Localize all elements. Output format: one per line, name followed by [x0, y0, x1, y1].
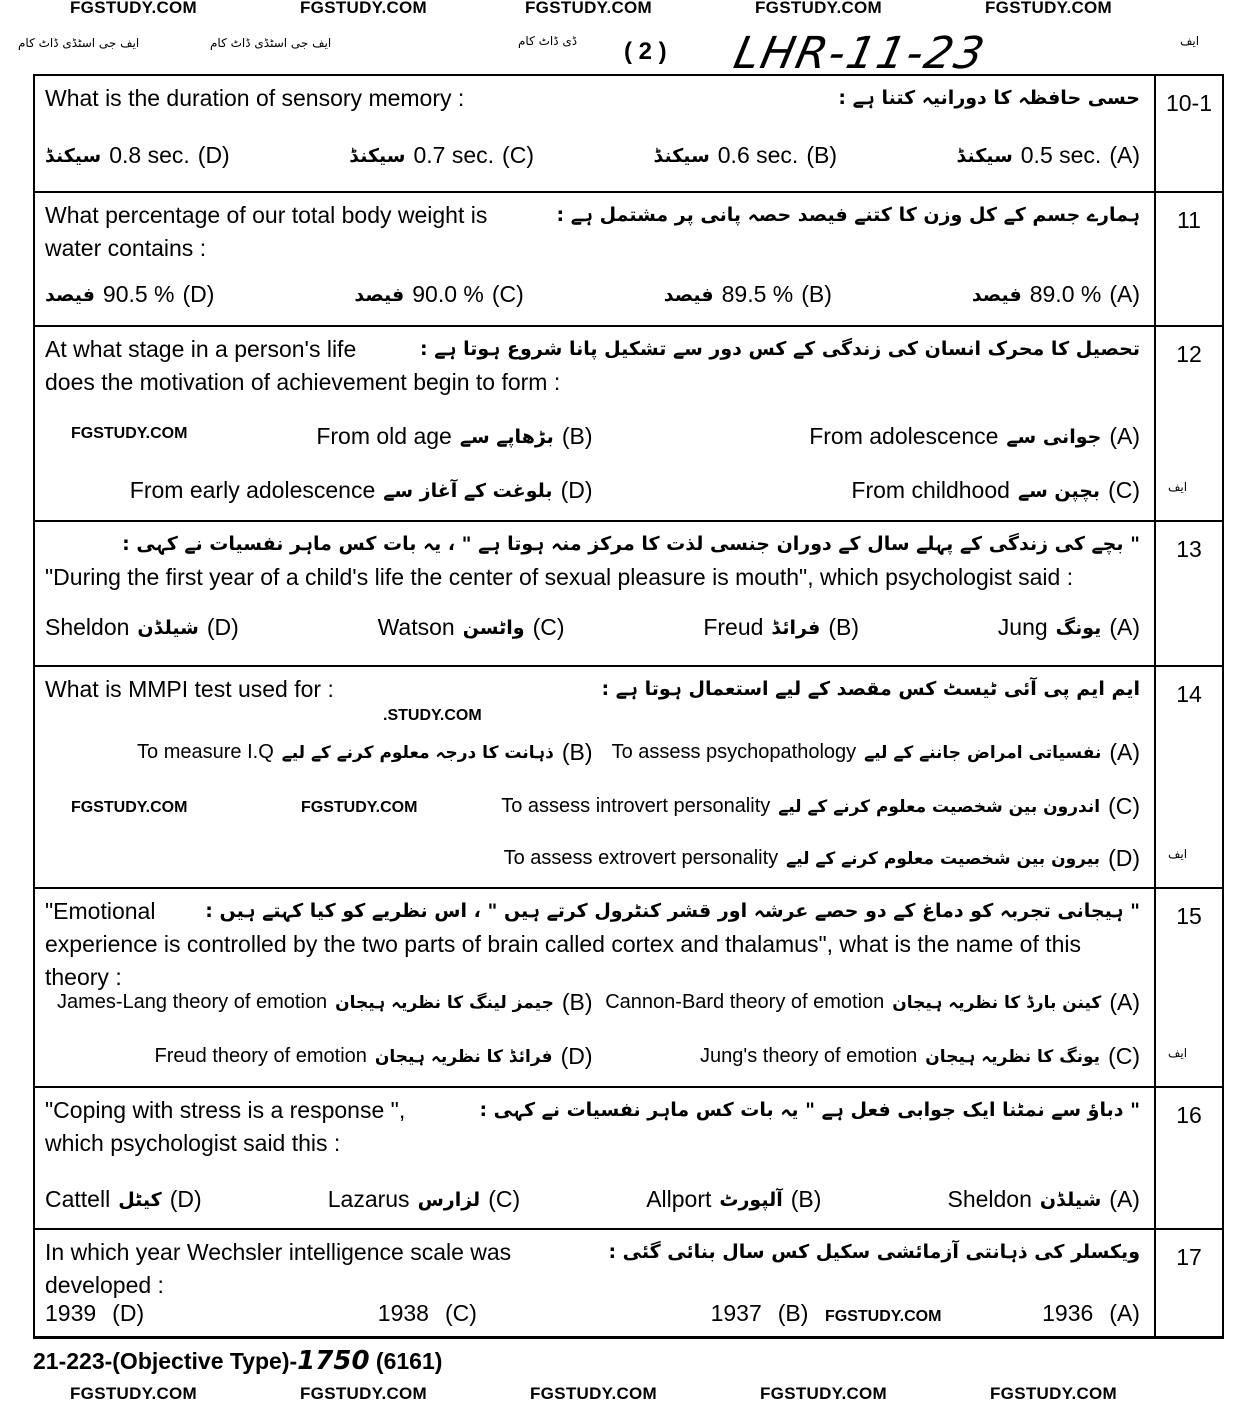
option-urdu: فیصد [663, 283, 714, 306]
question-english: In which year Wechsler intelligence scale was developed : [45, 1239, 512, 1298]
options-line [45, 1300, 1140, 1327]
question-english: What percentage of our total body weight is water contains : [45, 202, 488, 261]
option-b[interactable] [45, 989, 593, 1016]
option-letter: (C) [502, 142, 534, 168]
footer-handwritten-number: 1750 [297, 1346, 370, 1376]
option-english: 0.7 sec. [413, 142, 495, 168]
option-english: 1939 [45, 1300, 97, 1326]
question-english: What is the duration of sensory memory : [45, 85, 465, 111]
question-number-text: 10-1 [1165, 90, 1213, 116]
option-c[interactable] [378, 1300, 477, 1327]
option-urdu: بڑھاپے سے [459, 425, 554, 448]
option-english: 1938 [377, 1300, 429, 1326]
option-letter: (A) [1109, 142, 1140, 168]
options-line [45, 1043, 1140, 1070]
watermark: FGSTUDY.COM [825, 1308, 942, 1325]
option-english: To measure I.Q [137, 741, 274, 763]
option-a[interactable] [593, 989, 1141, 1016]
option-letter: (D) [112, 1300, 145, 1326]
options-line [45, 142, 1140, 169]
options-line [45, 989, 1140, 1016]
option-urdu: اندرون بین شخصیت معلوم کرنے کے لیے [778, 797, 1101, 817]
option-c[interactable] [593, 477, 1141, 504]
option-d[interactable] [45, 1186, 202, 1213]
option-letter: (B) [561, 739, 593, 765]
option-letter: (C) [488, 1186, 521, 1212]
question-urdu: " بچے کی زندگی کے پہلے سال کے دوران جنسی لذت کا مرکز منہ ہوتا ہے " ، یہ بات کس ماہر نفسیات نے کہی : [122, 533, 1140, 555]
question-urdu: ہمارے جسم کے کل وزن کا کتنے فیصد حصہ پانی پر مشتمل ہے : [556, 204, 1140, 226]
watermark: FGSTUDY.COM [70, 1384, 198, 1403]
option-b[interactable] [654, 142, 837, 169]
question-english: "During the first year of a child's life the center of sexual pleasure is mouth", which psychologist said : [45, 564, 1074, 590]
options-line [45, 423, 1140, 450]
option-english: 0.8 sec. [109, 142, 190, 168]
question-urdu: " ہیجانی تجربہ کو دماغ کے دو حصے عرشہ اور قشر کنٹرول کرتے ہیں " ، اس نظریے کو کیا کہتے ہیں : [205, 900, 1140, 922]
option-a[interactable] [593, 423, 1141, 450]
questions-table [33, 74, 1224, 1339]
option-english: 89.0 % [1029, 281, 1102, 307]
question-number [1156, 667, 1222, 887]
option-urdu: فرائڈ کا نظریہ ہیجان [374, 1047, 553, 1067]
question-urdu: تحصیل کا محرک انسان کی زندگی کے کس دور سے تشکیل پانا شروع ہوتا ہے : [420, 338, 1140, 360]
question-text [45, 673, 1140, 706]
option-english: Jung [997, 614, 1048, 640]
option-letter: (D) [206, 614, 239, 640]
option-english: Cannon-Bard theory of emotion [605, 991, 885, 1013]
option-english: 0.5 sec. [1020, 142, 1102, 168]
question-english: At what stage in a person's life does the motivation of achievement begin to form : [45, 336, 561, 395]
option-urdu: فیصد [354, 283, 405, 306]
question-row [35, 1088, 1222, 1230]
watermark: FGSTUDY.COM [71, 799, 188, 816]
option-letter: (B) [790, 1186, 822, 1212]
watermark: .STUDY.COM [383, 707, 482, 724]
options-line [45, 614, 1140, 641]
watermark: FGSTUDY.COM [525, 0, 653, 17]
option-urdu: سیکنڈ [349, 144, 406, 167]
option-d[interactable] [45, 281, 214, 308]
option-letter: (D) [560, 477, 593, 503]
option-letter: (A) [1109, 989, 1140, 1015]
option-english: Jung's theory of emotion [700, 1045, 918, 1067]
option-d[interactable] [45, 614, 239, 641]
urdu-watermark: ایف [1168, 1046, 1188, 1060]
option-english: Sheldon [947, 1186, 1032, 1212]
question-number [1156, 193, 1222, 325]
question-number-text: 16 [1176, 1102, 1202, 1128]
footer-count: (6161) [369, 1348, 443, 1374]
question-body [35, 1230, 1156, 1336]
option-english: Watson [377, 614, 455, 640]
question-body [35, 76, 1156, 191]
option-urdu: سیکنڈ [45, 144, 102, 167]
option-d[interactable] [45, 477, 593, 504]
footer-code [33, 1346, 442, 1376]
option-b[interactable] [711, 1300, 809, 1327]
question-number [1156, 522, 1222, 665]
option-urdu: سیکنڈ [956, 144, 1013, 167]
option-urdu: فیصد [971, 283, 1022, 306]
footer-code-text: 21-223-(Objective Type)- [33, 1348, 298, 1374]
option-letter: (C) [1108, 793, 1140, 819]
option-urdu: آلپورٹ [719, 1188, 783, 1211]
question-urdu: حسی حافظہ کا دورانیہ کتنا ہے : [838, 87, 1140, 109]
urdu-watermark: ایف [1180, 34, 1200, 48]
watermark: FGSTUDY.COM [71, 425, 188, 442]
option-c[interactable] [378, 614, 565, 641]
option-english: 89.5 % [721, 281, 794, 307]
urdu-watermark: ایف [1168, 480, 1188, 494]
urdu-watermark: ایف [1168, 847, 1188, 861]
option-letter: (C) [532, 614, 565, 640]
question-english: What is MMPI test used for : [45, 676, 334, 702]
option-urdu: بچپن سے [1017, 479, 1101, 502]
option-urdu: فرائڈ [771, 616, 821, 639]
paper-code-handwritten: LHR-11-23 [729, 28, 991, 79]
question-row [35, 667, 1222, 889]
option-a[interactable] [593, 739, 1141, 766]
option-english: Freud theory of emotion [154, 1045, 367, 1067]
option-urdu: کیٹل [118, 1188, 162, 1211]
option-english: 1937 [710, 1300, 762, 1326]
question-row [35, 327, 1222, 522]
question-number-text: 17 [1176, 1244, 1202, 1270]
page-number: ( 2 ) [624, 38, 667, 65]
option-english: Allport [646, 1186, 712, 1212]
option-urdu: کینن بارڈ کا نظریہ ہیجان [892, 993, 1102, 1013]
option-letter: (B) [806, 142, 837, 168]
question-number-text: 11 [1177, 207, 1201, 233]
option-english: Freud [703, 614, 764, 640]
option-english: Sheldon [45, 614, 130, 640]
question-row [35, 193, 1222, 327]
option-d[interactable] [45, 1043, 593, 1070]
option-letter: (A) [1109, 739, 1140, 765]
question-row [35, 889, 1222, 1088]
question-english: "Coping with stress is a response ", which psychologist said this : [45, 1097, 406, 1156]
option-urdu: فیصد [45, 283, 95, 306]
option-english: 90.0 % [412, 281, 484, 307]
question-text [45, 1236, 1140, 1302]
option-urdu: واٹسن [462, 616, 525, 639]
option-letter: (C) [1108, 1043, 1140, 1069]
option-english: James-Lang theory of emotion [56, 991, 328, 1013]
question-urdu: ویکسلر کی ذہانتی آزمائشی سکیل کس سال بنائی گئی : [608, 1241, 1140, 1263]
question-row [35, 1230, 1222, 1336]
option-d[interactable] [45, 142, 230, 169]
option-c[interactable] [328, 1186, 520, 1213]
options-line [45, 793, 1140, 820]
option-letter: (C) [1108, 477, 1140, 503]
question-body [35, 667, 1156, 887]
question-number-text: 15 [1176, 903, 1202, 929]
option-letter: (A) [1109, 423, 1140, 449]
option-letter: (B) [777, 1300, 809, 1326]
option-english: From childhood [851, 477, 1010, 503]
question-number-text: 14 [1176, 681, 1202, 707]
question-number [1156, 1088, 1222, 1228]
question-number [1156, 76, 1222, 191]
option-urdu: جوانی سے [1006, 425, 1102, 448]
option-english: From adolescence [809, 423, 999, 449]
watermark: FGSTUDY.COM [755, 0, 883, 17]
option-letter: (A) [1109, 1186, 1140, 1212]
option-letter: (D) [169, 1186, 202, 1212]
option-letter: (C) [491, 281, 524, 307]
option-urdu: بیرون بین شخصیت معلوم کرنے کے لیے [786, 849, 1101, 869]
option-english: Cattell [45, 1186, 111, 1212]
option-b[interactable] [664, 281, 832, 308]
option-letter: (B) [828, 614, 859, 640]
watermark: FGSTUDY.COM [301, 799, 418, 816]
option-b[interactable] [45, 739, 593, 766]
option-a[interactable] [957, 142, 1140, 169]
option-urdu: سیکنڈ [653, 144, 710, 167]
option-english: Lazarus [327, 1186, 410, 1212]
watermark: FGSTUDY.COM [985, 0, 1113, 17]
question-number [1156, 327, 1222, 520]
urdu-watermark: ایف جی اسٹڈی ڈاٹ کام [18, 36, 140, 50]
option-urdu: شیلڈن [1039, 1188, 1102, 1211]
option-letter: (B) [561, 423, 593, 449]
option-c[interactable] [354, 281, 523, 308]
watermark: FGSTUDY.COM [530, 1384, 658, 1403]
option-english: To assess psychopathology [611, 741, 857, 763]
option-urdu: یونگ کا نظریہ ہیجان [925, 1047, 1101, 1067]
question-body [35, 1088, 1156, 1228]
option-letter: (D) [560, 1043, 593, 1069]
option-english: To assess extrovert personality [503, 847, 779, 869]
option-c[interactable] [349, 142, 534, 169]
question-text [45, 528, 1140, 594]
question-english: "Emotional experience is controlled by the two parts of brain called cortex and thalamus", what is the name of this theory : [45, 898, 1082, 990]
option-urdu: نفسیاتی امراض جاننے کے لیے [864, 743, 1102, 763]
question-row [35, 76, 1222, 193]
option-letter: (D) [1108, 845, 1140, 871]
option-letter: (A) [1109, 614, 1140, 640]
question-text [45, 1094, 1140, 1160]
options-line [45, 281, 1140, 308]
question-number-text: 12 [1176, 341, 1202, 367]
options-line [45, 477, 1140, 504]
option-urdu: ذہانت کا درجہ معلوم کرنے کے لیے [281, 743, 554, 763]
option-english: 0.6 sec. [717, 142, 799, 168]
option-letter: (D) [197, 142, 230, 168]
option-b[interactable] [646, 1186, 821, 1213]
option-letter: (B) [801, 281, 832, 307]
option-english: 90.5 % [102, 281, 175, 307]
question-text [45, 333, 1140, 399]
options-line [45, 739, 1140, 766]
watermark: FGSTUDY.COM [300, 1384, 428, 1403]
option-a[interactable] [1042, 1300, 1140, 1327]
option-urdu: یونگ [1055, 616, 1102, 639]
urdu-watermark: ڈی ڈاٹ کام [518, 34, 578, 48]
option-a[interactable] [972, 281, 1140, 308]
question-body [35, 889, 1156, 1086]
option-letter: (A) [1109, 1300, 1140, 1326]
options-line [45, 1186, 1140, 1213]
question-body [35, 522, 1156, 665]
option-urdu: جیمز لینگ کا نظریہ ہیجان [335, 993, 554, 1013]
question-number [1156, 1230, 1222, 1336]
watermark: FGSTUDY.COM [70, 0, 198, 17]
question-row [35, 522, 1222, 667]
question-urdu: ایم ایم پی آئی ٹیسٹ کس مقصد کے لیے استعمال ہوتا ہے : [601, 678, 1140, 700]
question-text [45, 82, 1140, 115]
question-text [45, 895, 1140, 994]
watermark: FGSTUDY.COM [760, 1384, 888, 1403]
option-d[interactable] [504, 845, 1140, 872]
option-letter: (D) [182, 281, 215, 307]
option-letter: (A) [1109, 281, 1140, 307]
option-english: To assess introvert personality [501, 795, 771, 817]
watermark: FGSTUDY.COM [990, 1384, 1118, 1403]
option-b[interactable] [703, 614, 859, 641]
option-english: 1936 [1042, 1300, 1094, 1326]
urdu-watermark: ایف جی اسٹڈی ڈاٹ کام [210, 36, 332, 50]
question-number-text: 13 [1176, 536, 1202, 562]
option-a[interactable] [947, 1186, 1139, 1213]
option-a[interactable] [998, 614, 1140, 641]
option-letter: (B) [561, 989, 593, 1015]
watermark: FGSTUDY.COM [300, 0, 428, 17]
option-english: From old age [316, 423, 452, 449]
option-c[interactable] [501, 793, 1140, 820]
option-english: From early adolescence [129, 477, 376, 503]
question-urdu: " دباؤ سے نمٹنا ایک جوابی فعل ہے " یہ بات کس ماہر نفسیات نے کہی : [479, 1099, 1140, 1121]
option-d[interactable] [45, 1300, 144, 1327]
option-urdu: لزارس [417, 1188, 481, 1211]
question-body [35, 193, 1156, 325]
question-number [1156, 889, 1222, 1086]
question-body [35, 327, 1156, 520]
options-line [45, 845, 1140, 872]
option-urdu: شیلڈن [137, 616, 199, 639]
option-c[interactable] [593, 1043, 1141, 1070]
option-urdu: بلوغت کے آغاز سے [383, 479, 553, 502]
option-letter: (C) [444, 1300, 477, 1326]
question-text [45, 199, 1140, 265]
